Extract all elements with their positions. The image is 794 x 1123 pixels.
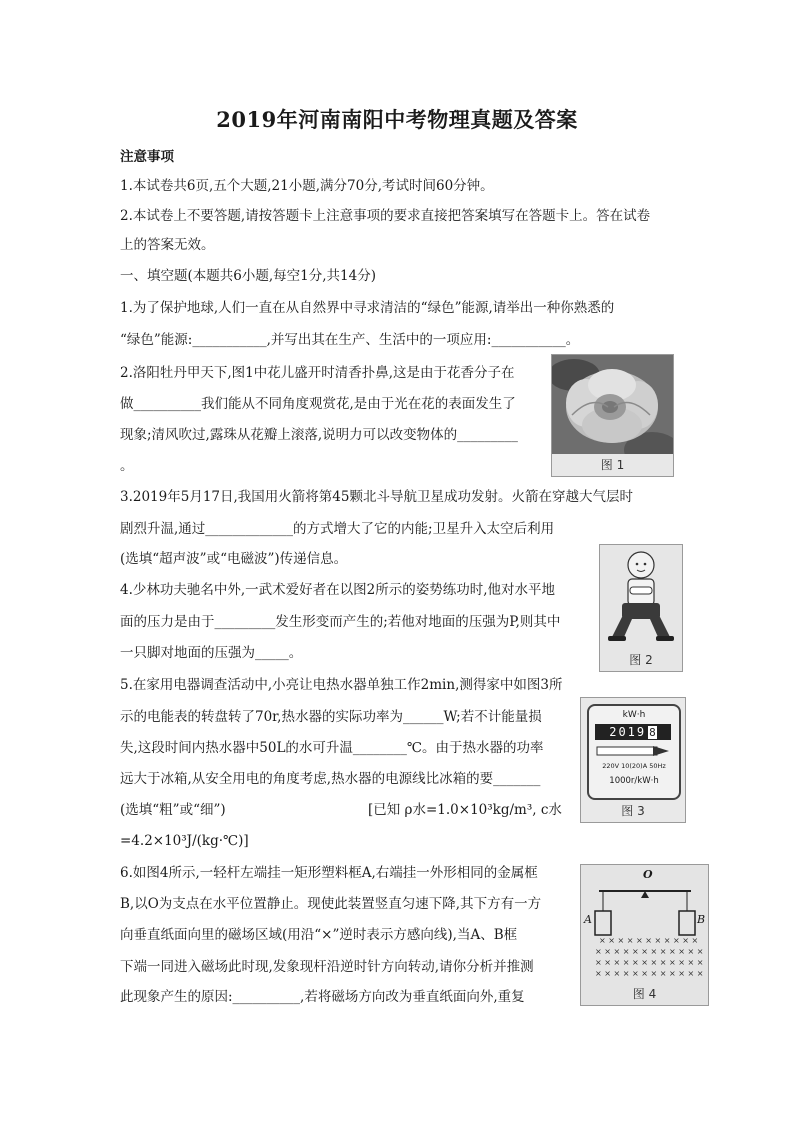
q6-line-2: B,以O为支点在水平位置静止。现使此装置竖直匀速下降,其下方有一方	[120, 896, 542, 912]
q6-line-4: 下端一同进入磁场此时现,发象现杆沿逆时针方向转动,请你分析并推测	[120, 959, 534, 975]
frame-a-label: A	[584, 913, 592, 926]
svg-text:× × × × × × × × × × ×: × × × × × × × × × × ×	[599, 936, 699, 945]
meter-rotor-icon	[595, 744, 673, 758]
lever-diagram	[581, 865, 708, 1005]
page-title: 2019年河南南阳中考物理真题及答案	[216, 107, 578, 132]
q3-line-3: (选填“超声波”或“电磁波”)传递信息。	[120, 551, 348, 567]
svg-text:× × × × × × × × × × × ×: × × × × × × × × × × × ×	[595, 958, 704, 967]
q5-line-5b: [已知 ρ水=1.0×10³kg/m³, c水	[368, 802, 562, 818]
q4-line-1: 4.少林功夫驰名中外,一武术爱好者在以图2所示的姿势练功时,他对水平地	[120, 582, 556, 598]
svg-text:× × × × × × × × × × × ×: × × × × × × × × × × × ×	[595, 969, 704, 978]
figure-4-lever-magnetic-field	[580, 864, 709, 1006]
meter-display	[595, 724, 671, 740]
q5-line-1: 5.在家用电器调查活动中,小亮让电热水器单独工作2min,测得家中如图3所	[120, 677, 563, 693]
q1-line-1: 1.为了保护地球,人们一直在从自然界中寻求清洁的“绿色”能源,请举出一种你熟悉的	[120, 300, 615, 316]
q2-line-3: 现象;清风吹过,露珠从花瓣上滚落,说明力可以改变物体的_________	[120, 427, 518, 443]
q4-line-2: 面的压力是由于_________发生形变而产生的;若他对地面的压强为P,则其中	[120, 614, 561, 630]
q6-line-5: 此现象产生的原因:__________,若将磁场方向改为垂直纸面向外,重复	[120, 989, 525, 1005]
meter-rating: 220V 10(20)A 50Hz	[602, 762, 666, 770]
q3-line-1: 3.2019年5月17日,我国用火箭将第45颗北斗导航卫星成功发射。火箭在穿越大气层时	[120, 489, 633, 505]
meter-digits: 2019	[609, 725, 647, 739]
notice-item-2b: 上的答案无效。	[120, 237, 215, 253]
svg-text:× × × × × × × × × × × ×: × × × × × × × × × × × ×	[595, 947, 704, 956]
notice-item-2a: 2.本试卷上不要答题,请按答题卡上注意事项的要求直接把答案填写在答题卡上。答在试卷	[120, 208, 651, 224]
q5-line-2: 示的电能表的转盘转了70r,热水器的实际功率为______W;若不计能量损	[120, 709, 542, 725]
meter-last-digit: 8	[649, 725, 656, 739]
figure-1-caption: 图 1	[600, 458, 625, 472]
meter-unit: kW·h	[622, 710, 646, 720]
figure-2-martial-artist	[599, 544, 683, 672]
q6-line-3: 向垂直纸面向里的磁场区域(用沿“×”逆时表示方感向线),当A、B框	[120, 927, 518, 943]
q5-line-5a: (选填“粗”或“细”)	[120, 802, 226, 818]
frame-b-label: B	[697, 913, 706, 926]
figure-2-caption: 图 2	[629, 653, 653, 667]
meter-constant: 1000r/kW·h	[609, 776, 659, 786]
q4-line-3: 一只脚对地面的压强为_____。	[120, 645, 303, 661]
q5-line-3: 失,这段时间内热水器中50L的水可升温________℃。由于热水器的功率	[120, 740, 544, 756]
q2-line-1: 2.洛阳牡丹甲天下,图1中花儿盛开时清香扑鼻,这是由于花香分子在	[120, 365, 515, 381]
meter-body	[587, 704, 681, 800]
figure-1-peony	[551, 354, 674, 477]
notice-item-1: 1.本试卷共6页,五个大题,21小题,满分70分,考试时间60分钟。	[120, 178, 494, 194]
figure-3-electric-meter	[580, 697, 686, 823]
q3-line-2: 剧烈升温,通过_____________的方式增大了它的内能;卫星升入太空后利用	[120, 521, 555, 537]
q5-line-6: =4.2×10³J/(kg·℃)]	[120, 833, 249, 849]
section-heading: 一、填空题(本题共6小题,每空1分,共14分)	[120, 268, 376, 284]
q5-line-4: 远大于冰箱,从安全用电的角度考虑,热水器的电源线比冰箱的要_______	[120, 771, 541, 787]
notice-heading: 注意事项	[120, 149, 174, 165]
figure-4-caption: 图 4	[632, 987, 657, 1001]
q2-line-4: 。	[120, 458, 134, 474]
q6-line-1: 6.如图4所示,一轻杆左端挂一矩形塑料框A,右端挂一外形相同的金属框	[120, 865, 538, 881]
q2-line-2: 做__________我们能从不同角度观赏花,是由于光在花的表面发生了	[120, 396, 516, 412]
fulcrum-label: O	[643, 868, 653, 881]
figure-3-caption: 图 3	[621, 804, 645, 818]
q1-line-2: “绿色”能源:___________,并写出其在生产、生活中的一项应用:___________。	[120, 332, 580, 348]
